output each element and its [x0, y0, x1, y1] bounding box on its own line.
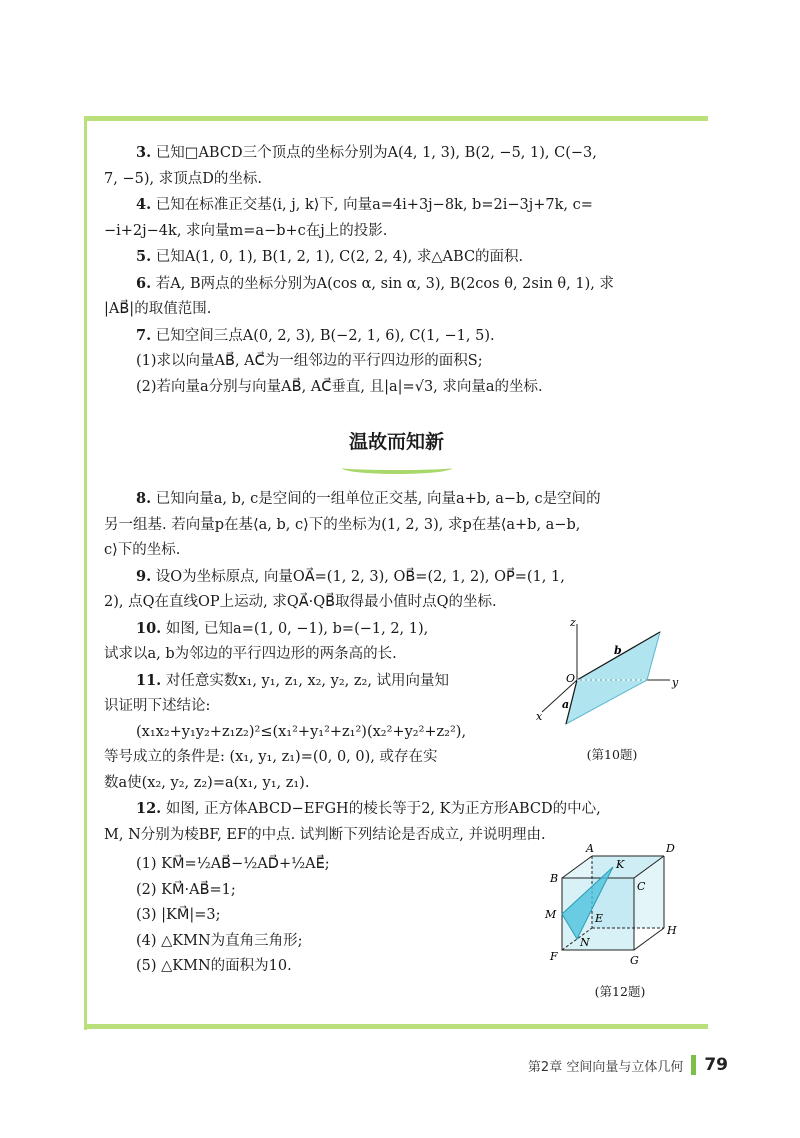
section-title: 温故而知新 — [348, 431, 444, 453]
label-H: H — [667, 924, 677, 937]
problem-6: 6. 若A, B两点的坐标分别为A(cos α, sin α, 3), B(2cos θ, 2sin θ, 1), 求 — [136, 274, 614, 292]
section-header — [104, 420, 689, 474]
problem-11-tail-2: 数a使(x₂, y₂, z₂)=a(x₁, y₁, z₁). — [104, 774, 310, 791]
footer-chapter: 第2章 空间向量与立体几何 — [527, 1059, 684, 1075]
problem-4-line-2: −i+2j−4k, 求向量m=a−b+c在j上的投影. — [104, 222, 388, 239]
label-B: B — [550, 872, 559, 885]
label-K: K — [616, 858, 625, 871]
problem-12: 12. 如图, 正方体ABCD−EFGH的棱长等于2, K为正方形ABCD的中心, — [136, 800, 601, 817]
label-C: C — [637, 880, 646, 893]
label-y: y — [672, 676, 679, 689]
section-underline — [342, 462, 452, 474]
problem-7: 7. 已知空间三点A(0, 2, 3), B(−2, 1, 6), C(1, −1, 5). — [136, 326, 495, 344]
edge-GH — [634, 928, 664, 950]
label-M: M — [545, 908, 557, 921]
problem-12-line-2: M, N分别为棱BF, EF的中点. 试判断下列结论是否成立, 并说明理由. — [104, 826, 546, 843]
frame-left-border — [84, 116, 87, 1030]
problem-11: 11. 对任意实数x₁, y₁, z₁, x₂, y₂, z₂, 试用向量知 — [136, 671, 450, 689]
frame-top-border — [84, 116, 708, 121]
figure-10-caption: (第10题) — [586, 747, 638, 762]
footer-accent-bar — [691, 1055, 696, 1075]
label-x: x — [536, 710, 543, 723]
problem-12-item-3: (3) |KM⃗|=3; — [136, 907, 221, 923]
figure-12-caption: (第12题) — [594, 984, 646, 999]
figure-12 — [540, 838, 700, 1008]
problem-3-line-2: 7, −5), 求顶点D的坐标. — [104, 170, 262, 187]
label-z: z — [570, 616, 576, 629]
problem-11-line-2: 识证明下述结论: — [104, 698, 211, 714]
label-F: F — [550, 950, 558, 963]
problem-12-item-2: (2) KM⃗·AB⃗=1; — [136, 881, 236, 898]
figure-12-cube — [540, 838, 700, 978]
problem-12-item-1: (1) KM⃗=½AB⃗−½AD⃗+½AE⃗; — [136, 856, 330, 872]
problem-7-part-2: (2)若向量a分别与向量AB⃗, AC⃗垂直, 且|a|=√3, 求向量a的坐标. — [136, 378, 543, 395]
label-N: N — [580, 936, 590, 949]
figure-10-diagram — [532, 616, 692, 741]
problem-9-line-2: 2), 点Q在直线OP上运动, 求QA⃗·QB⃗取得最小值时点Q的坐标. — [104, 594, 497, 610]
problem-7-part-1: (1)求以向量AB⃗, AC⃗为一组邻边的平行四边形的面积S; — [136, 353, 483, 369]
frame-bottom-border — [84, 1024, 708, 1029]
label-origin: O — [566, 672, 576, 685]
label-a: a — [562, 698, 570, 711]
problem-4: 4. 已知在标准正交基⟨i, j, k⟩下, 向量a=4i+3j−8k, b=2i−3j+7k, c= — [136, 196, 593, 213]
problem-10-line-2: 试求以a, b为邻边的平行四边形的两条高的长. — [104, 646, 397, 662]
page-number: 79 — [704, 1055, 728, 1075]
page-footer — [528, 1055, 728, 1075]
label-E: E — [595, 912, 604, 925]
problem-12-item-5: (5) △KMN的面积为10. — [136, 958, 292, 974]
problem-5: 5. 已知A(1, 0, 1), B(1, 2, 1), C(2, 2, 4), 求△ABC的面积. — [136, 248, 524, 265]
figure-10 — [532, 616, 692, 766]
problem-12-item-4: (4) △KMN为直角三角形; — [136, 932, 303, 949]
problem-11-tail-1: 等号成立的条件是: (x₁, y₁, z₁)=(0, 0, 0), 或存在实 — [104, 749, 438, 765]
problem-6-line-2: |AB⃗|的取值范围. — [104, 301, 212, 317]
problem-9: 9. 设O为坐标原点, 向量OA⃗=(1, 2, 3), OB⃗=(2, 1, 2), OP⃗=(1, 1, — [136, 567, 565, 585]
problem-8: 8. 已知向量a, b, c是空间的一组单位正交基, 向量a+b, a−b, c是空间的 — [136, 490, 601, 507]
label-G: G — [630, 954, 639, 967]
label-A: A — [586, 842, 594, 855]
problem-8-line-2: 另一组基. 若向量p在基⟨a, b, c⟩下的坐标为(1, 2, 3), 求p在基⟨a+b, a−b, — [104, 516, 581, 533]
label-D: D — [666, 842, 675, 855]
problem-11-formula: (x₁x₂+y₁y₂+z₁z₂)²≤(x₁²+y₁²+z₁²)(x₂²+y₂²+z₂²), — [136, 723, 467, 740]
problem-10: 10. 如图, 已知a=(1, 0, −1), b=(−1, 2, 1), — [136, 619, 429, 637]
problem-8-line-3: c⟩下的坐标. — [104, 542, 181, 558]
label-b: b — [614, 644, 622, 657]
problem-3: 3. 已知□ABCD三个顶点的坐标分别为A(4, 1, 3), B(2, −5, 1), C(−3, — [136, 144, 597, 161]
